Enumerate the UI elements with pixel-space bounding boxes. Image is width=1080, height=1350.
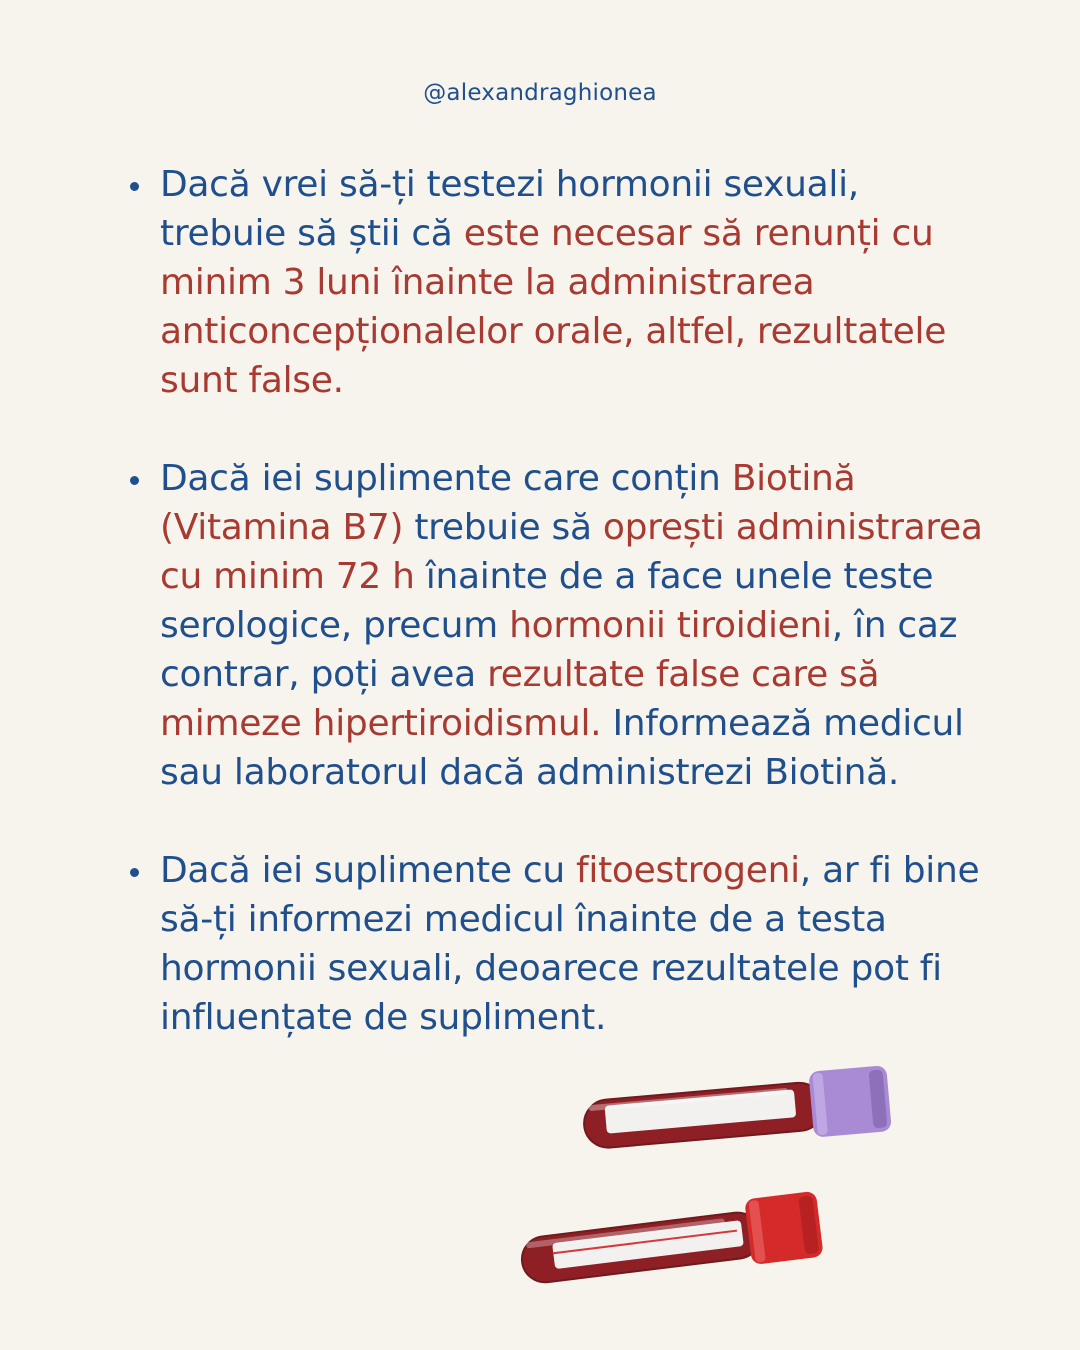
highlighted-text: Biotină (Vitamina B7) [160,458,856,548]
highlighted-text: este necesar să renunți cu minim 3 luni înainte la administrarea anticoncepționalelor orale, altfel, rezultatele sunt false. [160,213,947,401]
body-text: Dacă iei suplimente care conțin [160,458,732,499]
body-text: , ar fi bine să-ți informezi medicul înainte de a testa hormonii sexuali, deoarece rezultatele pot fi influențate de supliment. [160,850,980,1038]
author-handle: @alexandraghionea [423,80,657,106]
highlighted-text: rezultate false care să mimeze hipertiroidismul. [160,654,880,744]
tips-list [160,160,990,1091]
highlighted-text: oprești administrarea cu minim 72 h [160,507,983,597]
body-text: trebuie să [403,507,603,548]
body-text: Informează medicul sau laboratorul dacă administrezi Biotină. [160,703,964,793]
blood-tube-red-cap [512,1180,842,1290]
highlighted-text: fitoestrogeni [576,850,800,891]
tip-biotin [160,454,990,797]
tip-contraceptives [160,160,990,405]
body-text: , în caz contrar, poți avea [160,605,958,695]
blood-tube-purple-cap [575,1050,905,1160]
body-text: Dacă iei suplimente cu [160,850,576,891]
body-text: înainte de a face unele teste serologice, precum [160,556,934,646]
body-text: Dacă vrei să-ți testezi hormonii sexuali, trebuie să știi că [160,164,859,254]
tip-phytoestrogens [160,846,990,1042]
highlighted-text: hormonii tiroidieni [509,605,832,646]
